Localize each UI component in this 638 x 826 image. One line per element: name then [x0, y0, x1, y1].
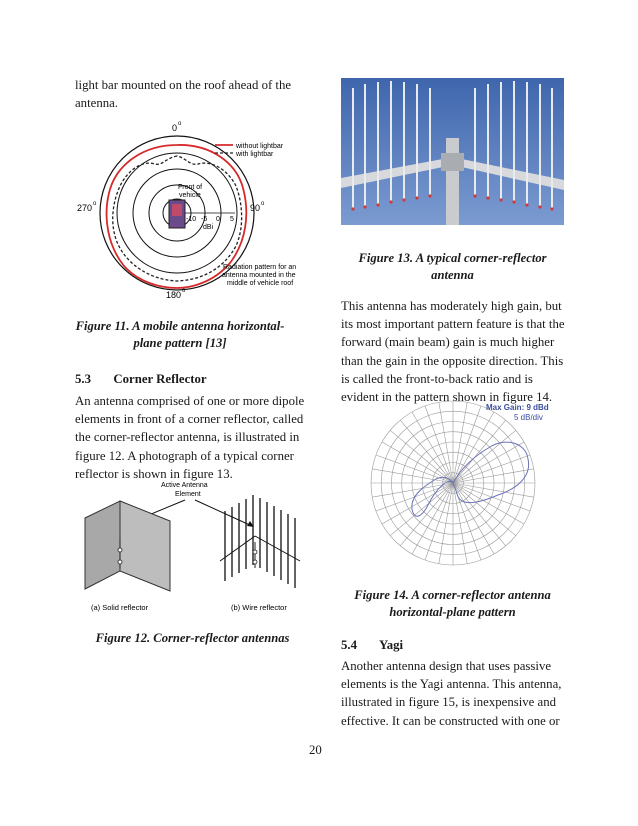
svg-text:o: o	[182, 288, 186, 294]
scale-tick: 0	[216, 216, 220, 223]
angle-label-0: 0	[172, 123, 178, 133]
angle-label-270: 270	[77, 203, 93, 213]
figure-11-caption: Figure 11. A mobile antenna horizontal- plane pattern [13]	[75, 319, 285, 350]
solid-reflector-right	[120, 501, 170, 591]
angle-label-180: 180	[166, 290, 182, 300]
scale-tick: 5	[230, 216, 234, 223]
scale-tick: -5	[201, 216, 208, 223]
max-gain-label: Max Gain: 9 dBd	[486, 403, 549, 412]
figure-14-polar-pattern	[366, 397, 576, 577]
section-5-4-body: Another antenna design that uses passive elements is the Yagi antenna. This antenna, illustrated in figure 15, is inexpensive and effective. It can be constructed with one or	[341, 659, 562, 728]
scale-tick: -10	[186, 216, 197, 223]
legend-with-lightbar: with lightbar	[236, 151, 274, 158]
front-of-vehicle-label: Front of	[178, 184, 203, 191]
solid-reflector-left	[85, 501, 120, 589]
section-5-4-heading: 5.4 Yagi	[341, 638, 404, 652]
svg-text:vehicle: vehicle	[179, 192, 201, 199]
svg-text:o: o	[178, 121, 182, 127]
page-number: 20	[309, 743, 322, 757]
svg-text:middle of vehicle roof: middle of vehicle roof	[227, 280, 294, 287]
scale-unit: dBi	[203, 224, 214, 231]
wire-reflector-label: (b) Wire reflector	[231, 603, 287, 612]
corner-reflector-antenna-photo	[341, 78, 564, 225]
pattern-note: Radiation pattern for an	[223, 264, 297, 271]
front-to-back-paragraph: This antenna has moderately high gain, but its most important pattern feature is that the forward (main beam) gain is much higher than the gain in the opposite direction. This is called the front-to-back ratio and is evident in the pattern shown in figure 14.	[341, 299, 565, 405]
figure-12-illustration	[75, 476, 320, 621]
legend-without-lightbar: without lightbar	[236, 143, 284, 150]
svg-text:o: o	[261, 201, 265, 207]
svg-text:antenna mounted in the: antenna mounted in the	[222, 272, 296, 279]
figure-12-caption: Figure 12. Corner-reflector antennas	[95, 631, 290, 645]
section-5-3-heading: 5.3 Corner Reflector	[75, 372, 207, 386]
scale-label: 5 dB/div	[514, 413, 543, 422]
svg-text:o: o	[93, 201, 97, 207]
figure-11-polar-plot	[70, 118, 330, 303]
solid-reflector-label: (a) Solid reflector	[91, 603, 149, 612]
section-5-3-body: An antenna comprised of one or more dipole elements in front of a corner reflector, called the corner-reflector antenna, is illustrated in figure 12. A photograph of a typical corner reflector is shown in figure 13.	[75, 394, 305, 481]
intro-text: light bar mounted on the roof ahead of the antenna.	[75, 78, 292, 111]
svg-text:Element: Element	[175, 491, 201, 498]
active-element-label: Active Antenna	[161, 482, 208, 489]
figure-13-caption: Figure 13. A typical corner-reflector antenna	[358, 251, 547, 282]
angle-label-90: 90	[250, 203, 261, 213]
wire-reflector	[220, 495, 300, 588]
figure-14-caption: Figure 14. A corner-reflector antenna horizontal-plane pattern	[354, 588, 551, 619]
